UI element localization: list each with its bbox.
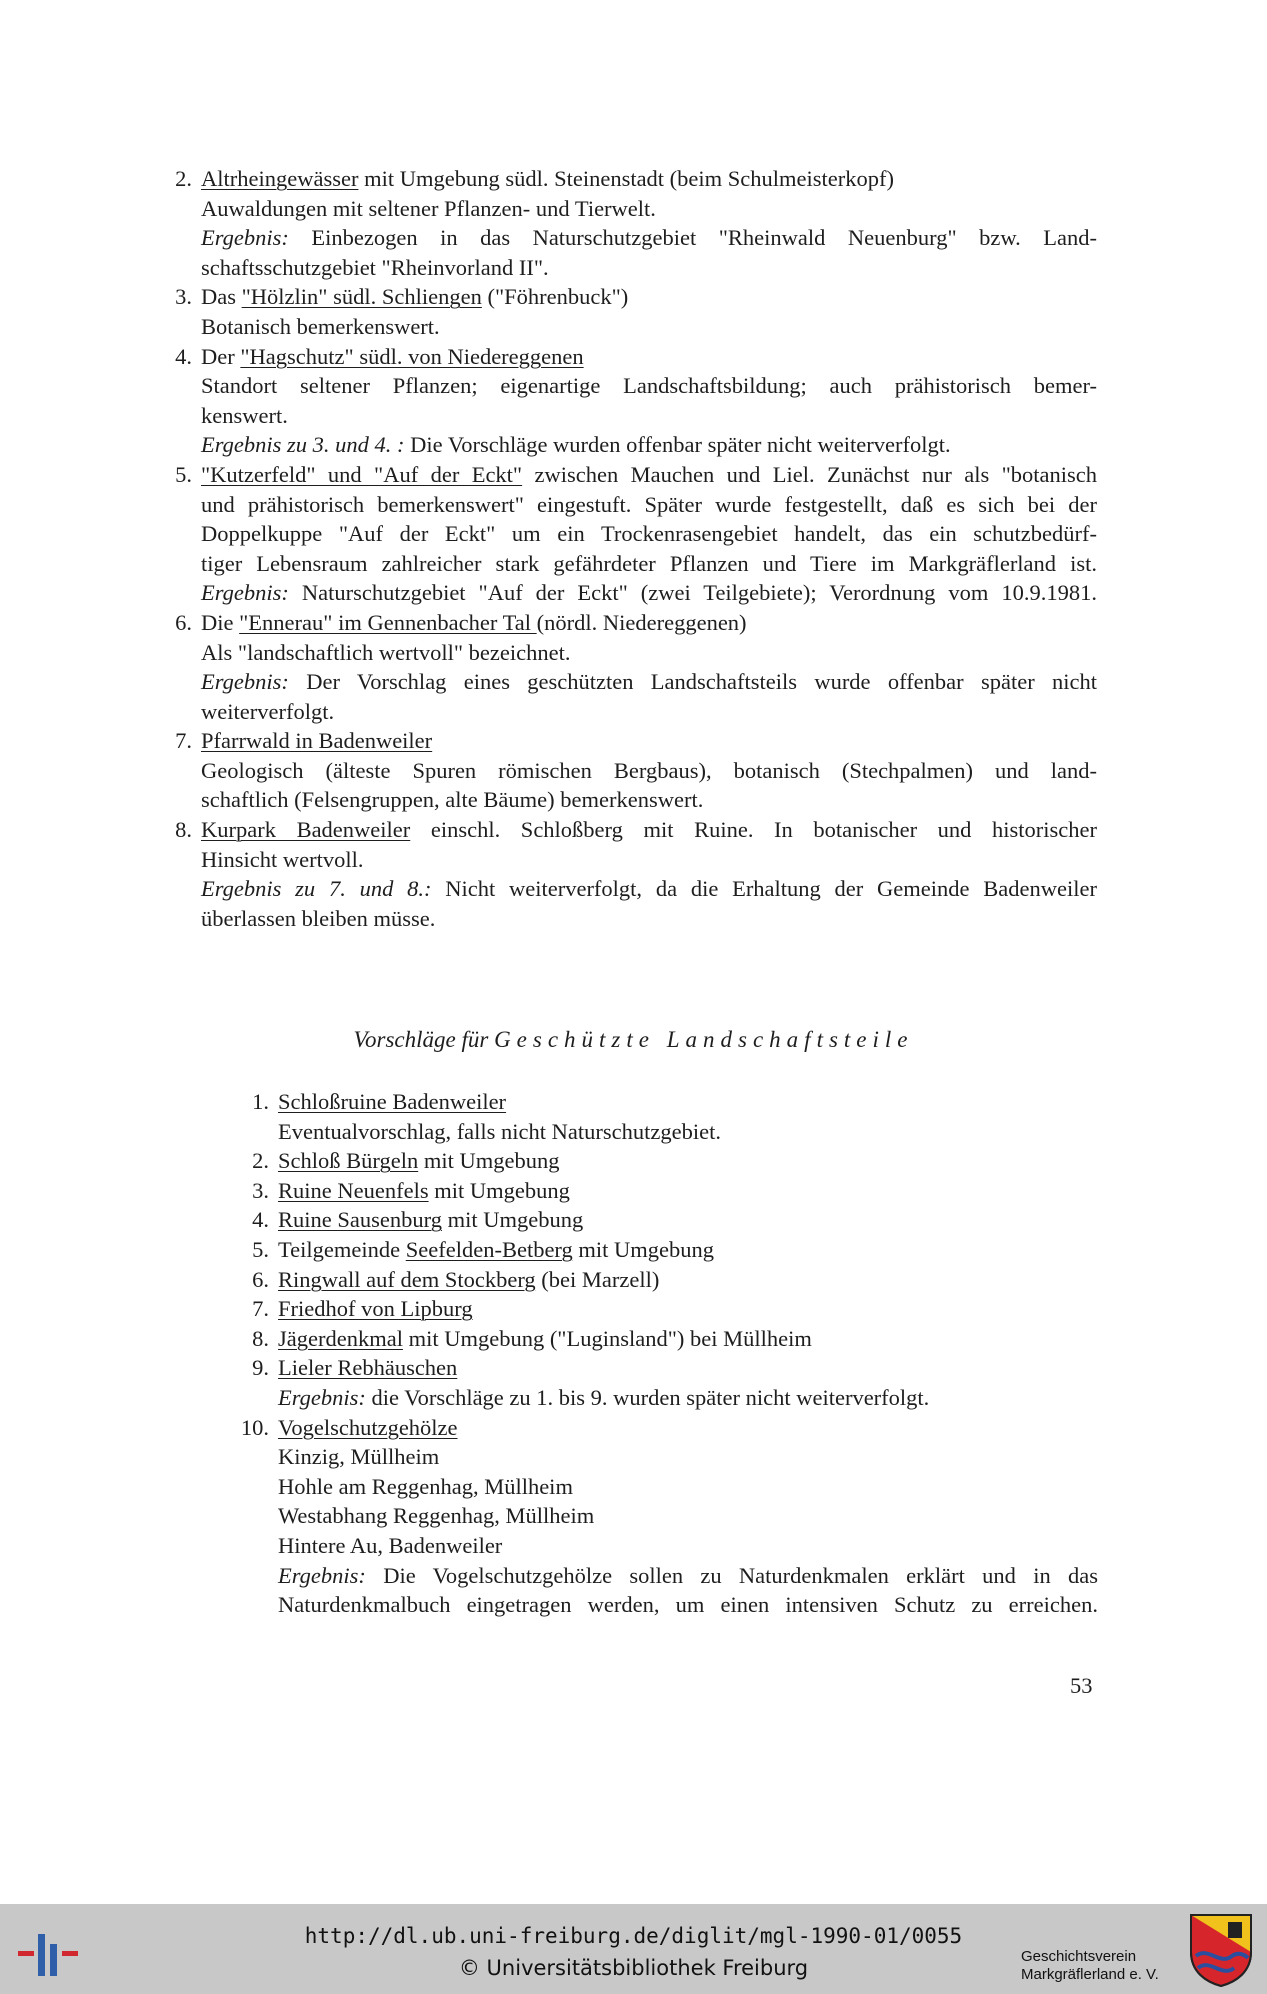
text-line [201, 223, 1097, 253]
text-line [201, 874, 1097, 904]
text-line [278, 1146, 1098, 1176]
item-number: 3. [175, 284, 192, 310]
underlined-place-name: Jägerdenkmal [278, 1325, 403, 1351]
text-line [201, 312, 1097, 342]
item-number: 5. [252, 1236, 269, 1262]
list-item [252, 1146, 1098, 1176]
underlined-place-name: "Ennerau" im Gennenbacher Tal [239, 609, 537, 635]
text-span: tiger Lebensraum zahlreicher stark gefährdeter Pflanzen und Tiere im Markgräflerland ist. [201, 550, 1097, 576]
text-line [278, 1501, 1098, 1531]
text-line [201, 401, 1097, 431]
text-span: Doppelkuppe "Auf der Eckt" um ein Trockenrasengebiet handelt, das ein schutzbedürf- [201, 521, 1097, 547]
underlined-place-name: Schloßruine Badenweiler [278, 1089, 507, 1114]
text-line [201, 845, 1097, 875]
item-number: 8. [175, 817, 192, 843]
footer-url-link[interactable]: http://dl.ub.uni-freiburg.de/diglit/mgl-1990-01/0055 [304, 1924, 963, 1948]
section-heading [0, 1027, 1267, 1053]
geschichtsverein-crest-icon [1188, 1912, 1254, 1988]
text-line [201, 549, 1097, 579]
text-line [201, 342, 1097, 372]
list-item [175, 608, 1097, 726]
text-span: kenswert. [201, 402, 288, 428]
underlined-place-name: Lieler Rebhäuschen [278, 1355, 458, 1381]
list-item [175, 460, 1098, 608]
text-line [201, 756, 1097, 786]
italic-label: Ergebnis: [278, 1562, 366, 1588]
underlined-place-name: Ringwall auf dem Stockberg [278, 1266, 536, 1292]
italic-label: Ergebnis: [278, 1384, 366, 1410]
footer-copyright: © Universitätsbibliothek Freiburg [458, 1956, 809, 1980]
text-line [201, 815, 1097, 845]
society-line-2: Markgräflerland e. V. [1021, 1966, 1159, 1983]
footer-bar [0, 1904, 1267, 1994]
text-line [278, 1590, 1098, 1620]
landscape-parts-list [240, 1087, 1098, 1620]
list-item [252, 1265, 1098, 1295]
section-heading-prefix: Vorschläge für [353, 1027, 495, 1052]
text-span: Das [201, 284, 242, 310]
item-number: 5. [175, 461, 192, 487]
text-line [201, 519, 1097, 549]
text-span: ("Föhrenbuck") [481, 284, 629, 310]
italic-label: Ergebnis zu 7. und 8.: [201, 876, 432, 902]
item-number: 4. [175, 343, 192, 369]
society-name [1021, 1948, 1159, 1984]
text-line [201, 194, 1097, 224]
underlined-place-name: Altrheingewässer [201, 166, 359, 191]
text-span: schaftsschutzgebiet "Rheinvorland II". [201, 254, 549, 280]
item-number: 6. [175, 609, 192, 635]
text-line [278, 1205, 1098, 1235]
list-item [252, 1324, 1098, 1354]
text-line [201, 490, 1097, 520]
underlined-place-name: Vogelschutzgehölze [278, 1414, 458, 1440]
text-line [201, 608, 1097, 638]
item-number: 10. [240, 1414, 269, 1440]
underlined-place-name: "Kutzerfeld" und "Auf der Eckt" [201, 461, 523, 487]
text-span: Einbezogen in das Naturschutzgebiet "Rheinwald Neuenburg" bzw. Land- [288, 225, 1097, 251]
text-line [201, 785, 1097, 815]
proposals-list [175, 164, 1098, 933]
underlined-place-name: Ruine Sausenburg [278, 1207, 442, 1233]
text-line [201, 253, 1097, 283]
item-number: 2. [175, 166, 192, 191]
italic-label: Ergebnis zu 3. und 4. : [201, 432, 405, 458]
item-number: 8. [252, 1325, 269, 1351]
text-span: (bei Marzell) [535, 1266, 660, 1292]
list-item [252, 1087, 1098, 1146]
text-span: Westabhang Reggenhag, Müllheim [278, 1503, 595, 1529]
text-span: Die [201, 609, 240, 635]
text-span: Teilgemeinde [278, 1236, 406, 1262]
text-span: und prähistorisch bemerkenswert" eingestuft. Später wurde festgestellt, daß es sich bei der [201, 491, 1097, 517]
text-line [278, 1087, 1098, 1117]
text-span: Die Vorschläge wurden offenbar später nicht weiterverfolgt. [404, 432, 951, 458]
item-number: 6. [252, 1266, 269, 1292]
underlined-place-name: Seefelden-Betberg [405, 1236, 573, 1262]
item-number: 2. [252, 1148, 269, 1174]
text-line [201, 164, 1097, 194]
text-line [201, 371, 1097, 401]
society-line-1: Geschichtsverein [1021, 1948, 1137, 1965]
underlined-place-name: "Hagschutz" südl. von Niedereggenen [240, 343, 584, 369]
underlined-place-name: Schloß Bürgeln [278, 1148, 419, 1174]
text-line [201, 726, 1097, 756]
item-number: 7. [252, 1296, 269, 1322]
italic-label: Ergebnis: [201, 225, 289, 251]
italic-label: Ergebnis: [201, 669, 289, 695]
text-span: Als "landschaftlich wertvoll" bezeichnet. [201, 639, 571, 665]
text-line [278, 1324, 1098, 1354]
text-line [278, 1442, 1098, 1472]
text-span: mit Umgebung [418, 1148, 560, 1174]
text-span: Eventualvorschlag, falls nicht Naturschutzgebiet. [278, 1118, 721, 1144]
text-line [278, 1472, 1098, 1502]
text-span: Die Vogelschutzgehölze sollen zu Naturdenkmalen erklärt und in das [365, 1562, 1098, 1588]
text-span: Hinsicht wertvoll. [201, 846, 364, 872]
list-item [252, 1294, 1098, 1324]
text-line [201, 430, 1097, 460]
item-number: 7. [175, 728, 192, 754]
text-line [201, 638, 1097, 668]
text-span: mit Umgebung [441, 1207, 584, 1233]
item-number: 1. [252, 1089, 269, 1114]
text-span: Naturschutzgebiet "Auf der Eckt" (zwei Teilgebiete); Verordnung vom 10.9.1981. [288, 580, 1097, 606]
text-span: mit Umgebung ("Luginsland") bei Müllheim [402, 1325, 812, 1351]
text-line [278, 1235, 1098, 1265]
text-span: Hohle am Reggenhag, Müllheim [278, 1473, 573, 1499]
item-number: 4. [252, 1207, 269, 1233]
underlined-place-name: Ruine Neuenfels [278, 1177, 429, 1203]
text-line [278, 1561, 1098, 1591]
text-line [201, 282, 1097, 312]
item-number: 9. [252, 1355, 269, 1381]
item-number: 3. [252, 1177, 269, 1203]
text-span: Der Vorschlag eines geschützten Landschaftsteils wurde offenbar später nicht [288, 669, 1097, 695]
text-span: einschl. Schloßberg mit Ruine. In botanischer und historischer [410, 817, 1097, 843]
text-line [278, 1531, 1098, 1561]
text-span: Der [201, 343, 241, 369]
text-line [278, 1353, 1098, 1383]
text-line [278, 1413, 1098, 1443]
section-heading-spaced: Geschützte Landschaftsteile [494, 1027, 914, 1052]
list-item [175, 342, 1097, 460]
text-span: Geologisch (älteste Spuren römischen Bergbaus), botanisch (Stechpalmen) und land- [201, 757, 1097, 783]
text-span: überlassen bleiben müsse. [201, 905, 436, 931]
text-span: schaftlich (Felsengruppen, alte Bäume) bemerkenswert. [201, 787, 704, 813]
text-line [201, 904, 1097, 934]
text-span: mit Umgebung südl. Steinenstadt (beim Schulmeisterkopf) [358, 166, 895, 191]
text-span: mit Umgebung [572, 1236, 715, 1262]
list-item [252, 1353, 1098, 1412]
text-line [201, 667, 1097, 697]
text-span: Naturdenkmalbuch eingetragen werden, um einen intensiven Schutz zu erreichen. [278, 1592, 1098, 1618]
text-span: zwischen Mauchen und Liel. Zunächst nur als "botanisch [522, 461, 1098, 487]
list-item [175, 726, 1097, 815]
italic-label: Ergebnis: [201, 580, 289, 606]
text-line [278, 1176, 1098, 1206]
list-item [252, 1205, 1098, 1235]
text-span: Auwaldungen mit seltener Pflanzen- und Tierwelt. [201, 195, 656, 221]
text-line [278, 1265, 1098, 1295]
text-span: mit Umgebung [428, 1177, 570, 1203]
text-span: (nördl. Niedereggenen) [536, 609, 747, 635]
list-item [240, 1413, 1098, 1620]
underlined-place-name: Pfarrwald in Badenweiler [201, 728, 433, 754]
list-item [252, 1235, 1098, 1265]
text-span: weiterverfolgt. [201, 698, 335, 724]
underlined-place-name: Friedhof von Lipburg [278, 1296, 473, 1322]
text-span: Standort seltener Pflanzen; eigenartige Landschaftsbildung; auch prähistorisch bemer- [201, 373, 1097, 399]
underlined-place-name: "Hölzlin" südl. Schliengen [241, 284, 482, 310]
text-span: die Vorschläge zu 1. bis 9. wurden später nicht weiterverfolgt. [365, 1384, 930, 1410]
underlined-place-name: Kurpark Badenweiler [201, 817, 411, 843]
text-line [201, 460, 1097, 490]
text-line [278, 1117, 1098, 1147]
list-item [175, 815, 1097, 933]
text-span: Hintere Au, Badenweiler [278, 1532, 503, 1558]
list-item [175, 164, 1097, 282]
text-line [278, 1294, 1098, 1324]
text-line [201, 697, 1097, 727]
list-item [175, 282, 1097, 341]
page-number: 53 [1070, 1673, 1093, 1698]
list-item [252, 1176, 1098, 1206]
text-line [201, 578, 1097, 608]
text-span: Botanisch bemerkenswert. [201, 313, 440, 339]
text-span: Nicht weiterverfolgt, da die Erhaltung der Gemeinde Badenweiler [431, 876, 1097, 902]
text-span: Kinzig, Müllheim [278, 1444, 440, 1470]
text-line [278, 1383, 1098, 1413]
